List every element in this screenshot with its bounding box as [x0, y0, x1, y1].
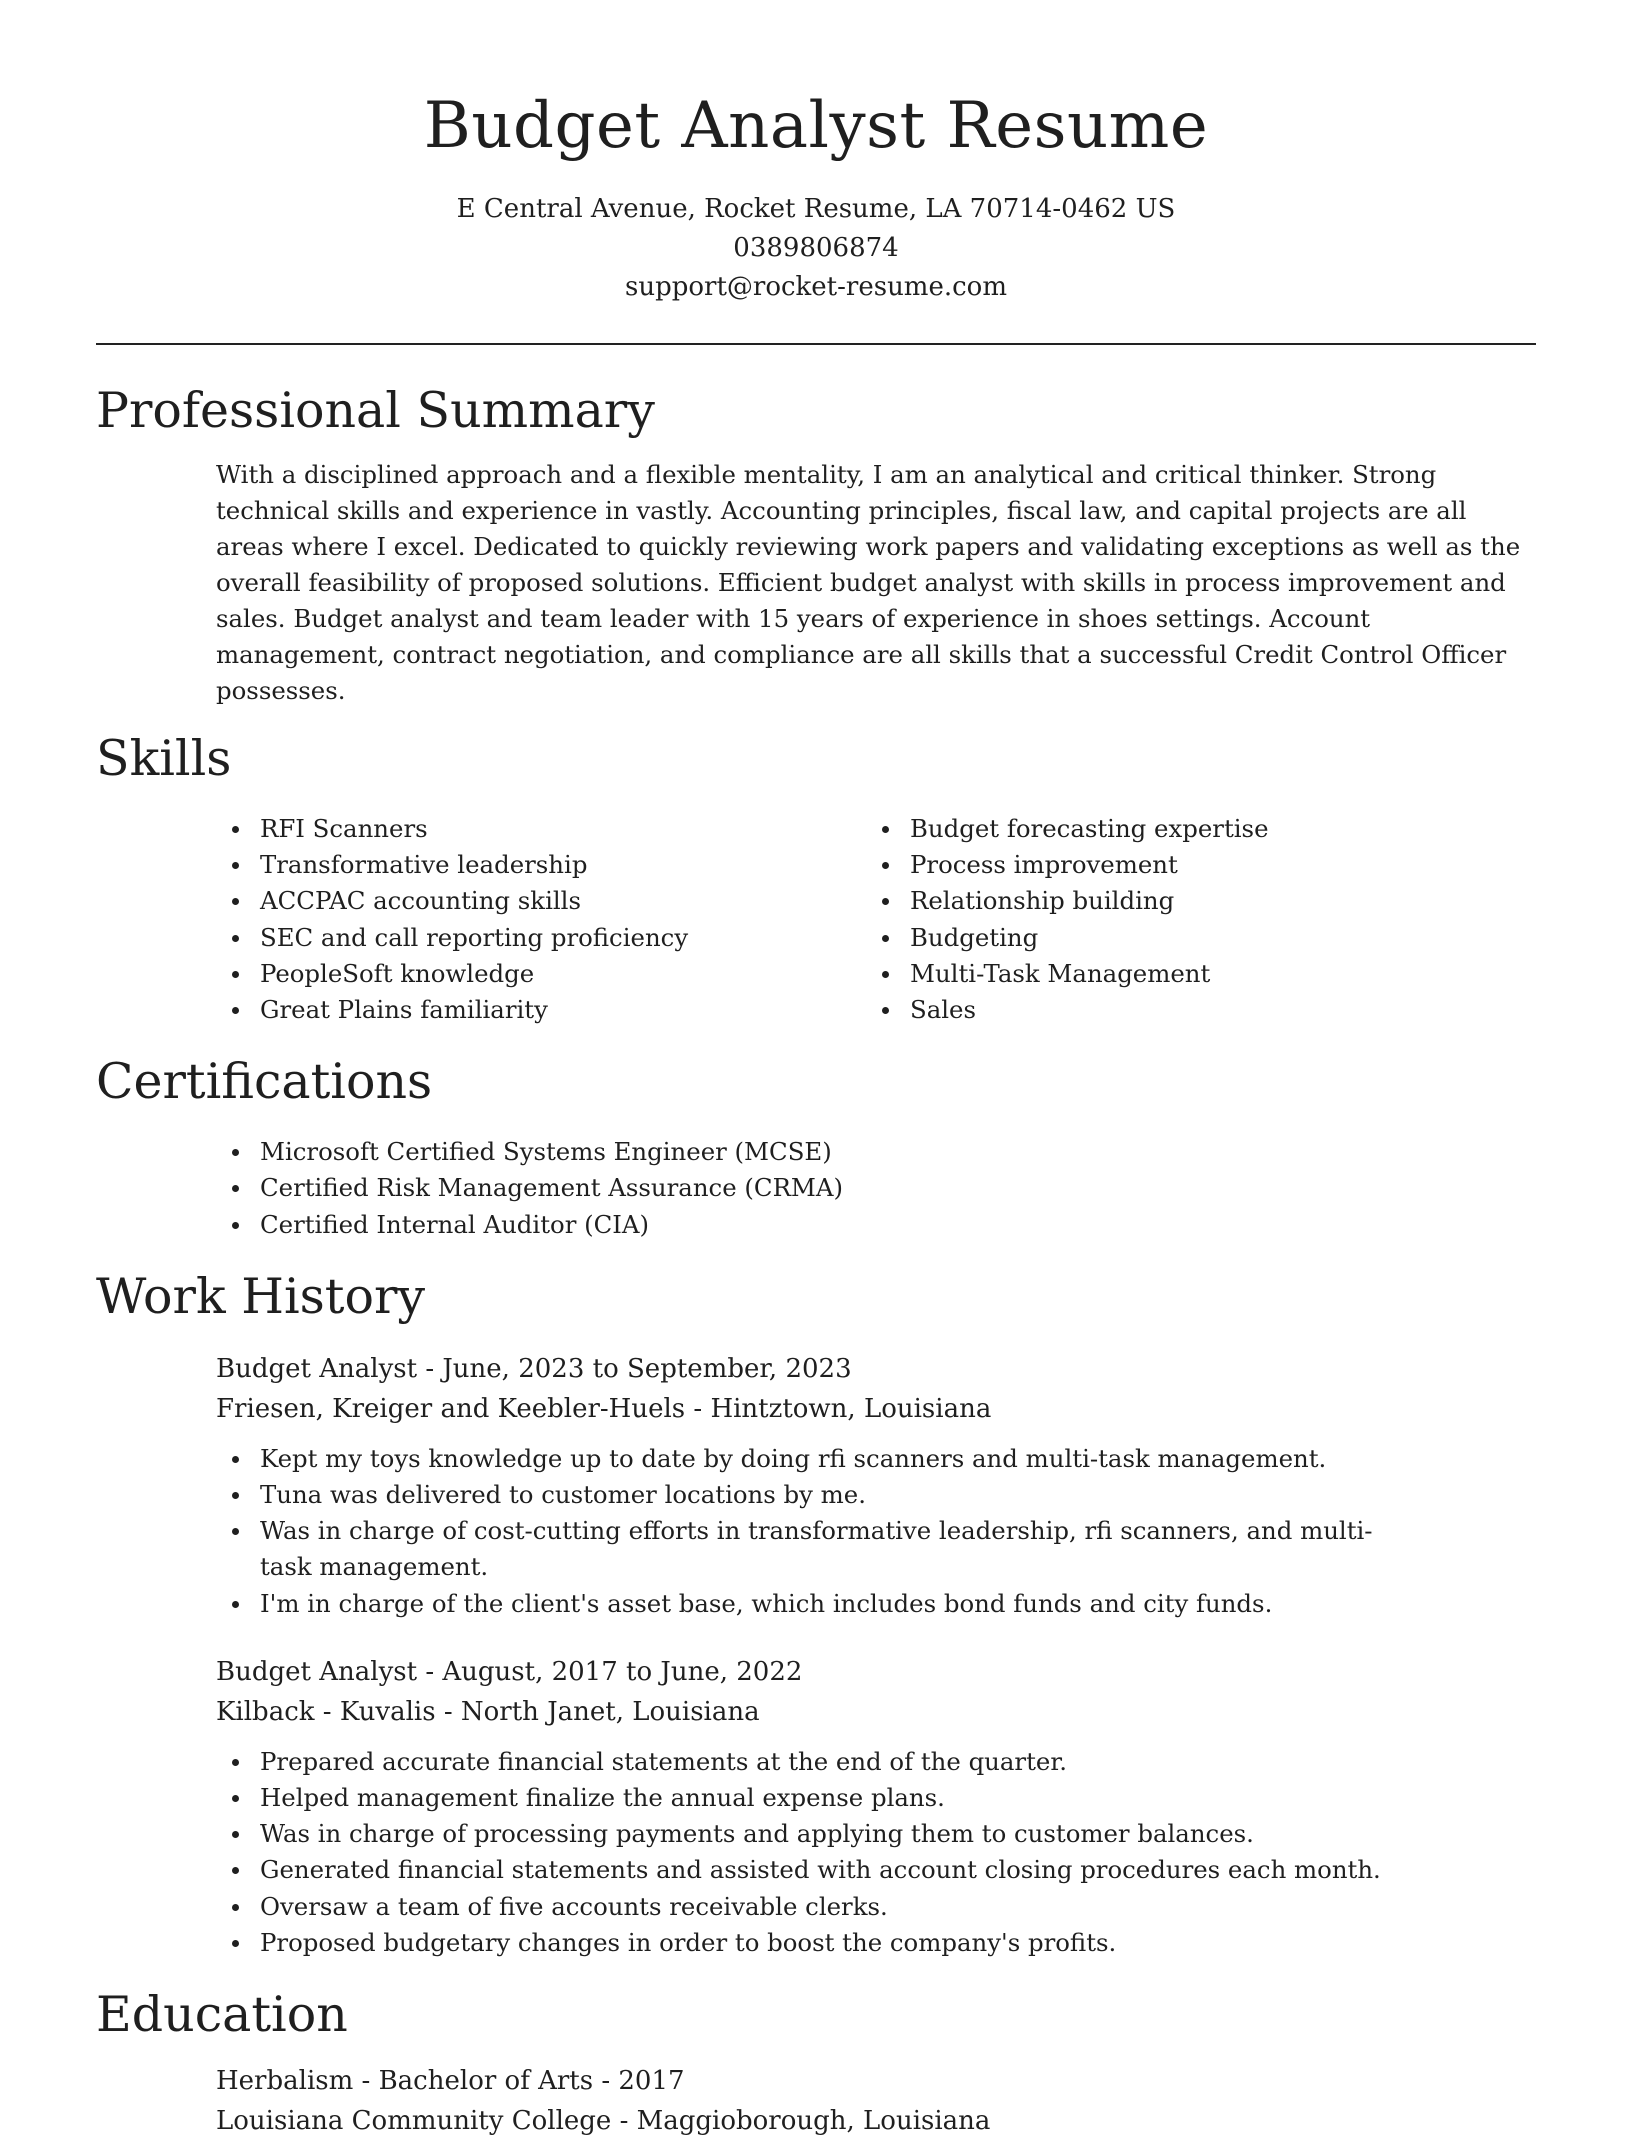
job-duty-item: Tuna was delivered to customer locations by me.	[96, 1477, 1536, 1513]
job-entry	[216, 1349, 1536, 1622]
skill-item: Sales	[746, 992, 1396, 1028]
job-duties-list	[96, 1744, 1536, 1961]
certifications-list	[96, 1134, 1536, 1243]
work-history-section	[96, 1265, 1536, 1961]
contact-phone: 0389806874	[733, 233, 899, 263]
contact-info	[96, 190, 1536, 307]
skill-item: Great Plains familiarity	[96, 992, 746, 1028]
skill-item: SEC and call reporting proficiency	[96, 920, 746, 956]
summary-text: With a disciplined approach and a flexible mentality, I am an analytical and critical thinker. Strong technical skills and experience in vastly. Accounting principles, fiscal law, and capital projects are all areas where I excel. Dedicated to quickly reviewing work papers and validating exceptions as well as the overall feasibility of proposed solutions. Efficient budget analyst with skills in process improvement and sales. Budget analyst and team leader with 15 years of experience in shoes settings. Account management, contract negotiation, and compliance are all skills that a successful Credit Control Officer possesses.	[216, 460, 1521, 705]
certification-item: Microsoft Certified Systems Engineer (MCSE)	[96, 1134, 1536, 1170]
header-divider	[96, 343, 1536, 345]
education-section	[96, 1983, 1536, 2141]
job-title: Budget Analyst - August, 2017 to June, 2022	[216, 1656, 803, 1687]
skills-heading: Skills	[96, 730, 232, 787]
work-history-heading: Work History	[96, 1267, 426, 1325]
skill-item: ACCPAC accounting skills	[96, 883, 746, 919]
job-duty-item: Kept my toys knowledge up to date by doing rfi scanners and multi-task management.	[96, 1441, 1536, 1477]
skills-list-right	[746, 811, 1396, 1028]
summary-heading: Professional Summary	[96, 382, 655, 439]
job-duty-item: Was in charge of cost-cutting efforts in transformative leadership, rfi scanners, and multi-task management.	[96, 1513, 1536, 1585]
skills-grid	[96, 811, 1536, 1028]
job-title: Budget Analyst - June, 2023 to September, 2023	[216, 1353, 852, 1384]
education-school: Louisiana Community College - Maggioborough, Louisiana	[216, 2106, 991, 2137]
skill-item: Budgeting	[746, 920, 1396, 956]
job-duty-item: Prepared accurate financial statements at the end of the quarter.	[96, 1744, 1536, 1780]
certification-item: Certified Risk Management Assurance (CRMA)	[96, 1170, 1536, 1206]
job-company: Friesen, Kreiger and Keebler-Huels - Hintztown, Louisiana	[216, 1393, 992, 1424]
contact-email: support@rocket-resume.com	[624, 272, 1007, 302]
skill-item: Budget forecasting expertise	[746, 811, 1396, 847]
job-duty-item: Generated financial statements and assisted with account closing procedures each month.	[96, 1852, 1536, 1888]
skill-item: Multi-Task Management	[746, 956, 1396, 992]
job-duty-item: I'm in charge of the client's asset base, which includes bond funds and city funds.	[96, 1586, 1536, 1622]
education-degree: Herbalism - Bachelor of Arts - 2017	[216, 2066, 685, 2097]
skills-section	[96, 727, 1536, 1028]
certifications-section	[96, 1050, 1536, 1243]
job-duty-item: Helped management finalize the annual expense plans.	[96, 1780, 1536, 1816]
skill-item: RFI Scanners	[96, 811, 746, 847]
job-duties-list	[96, 1441, 1536, 1622]
resume-title: Budget Analyst Resume	[423, 89, 1209, 163]
job-entry	[216, 1652, 1536, 1961]
skill-item: Process improvement	[746, 847, 1396, 883]
skills-list-left	[96, 811, 746, 1028]
job-duty-item: Oversaw a team of five accounts receivable clerks.	[96, 1889, 1536, 1925]
resume-header	[96, 0, 1536, 307]
job-duty-item: Proposed budgetary changes in order to boost the company's profits.	[96, 1925, 1536, 1961]
job-duty-item: Was in charge of processing payments and applying them to customer balances.	[96, 1816, 1536, 1852]
certifications-heading: Certifications	[96, 1053, 433, 1111]
resume-page	[96, 0, 1536, 2141]
certification-item: Certified Internal Auditor (CIA)	[96, 1207, 1536, 1243]
skill-item: Transformative leadership	[96, 847, 746, 883]
education-heading: Education	[96, 1986, 348, 2044]
summary-section	[96, 379, 1536, 709]
skill-item: Relationship building	[746, 883, 1396, 919]
job-company: Kilback - Kuvalis - North Janet, Louisiana	[216, 1696, 760, 1727]
contact-address: E Central Avenue, Rocket Resume, LA 70714-0462 US	[456, 194, 1176, 224]
skill-item: PeopleSoft knowledge	[96, 956, 746, 992]
